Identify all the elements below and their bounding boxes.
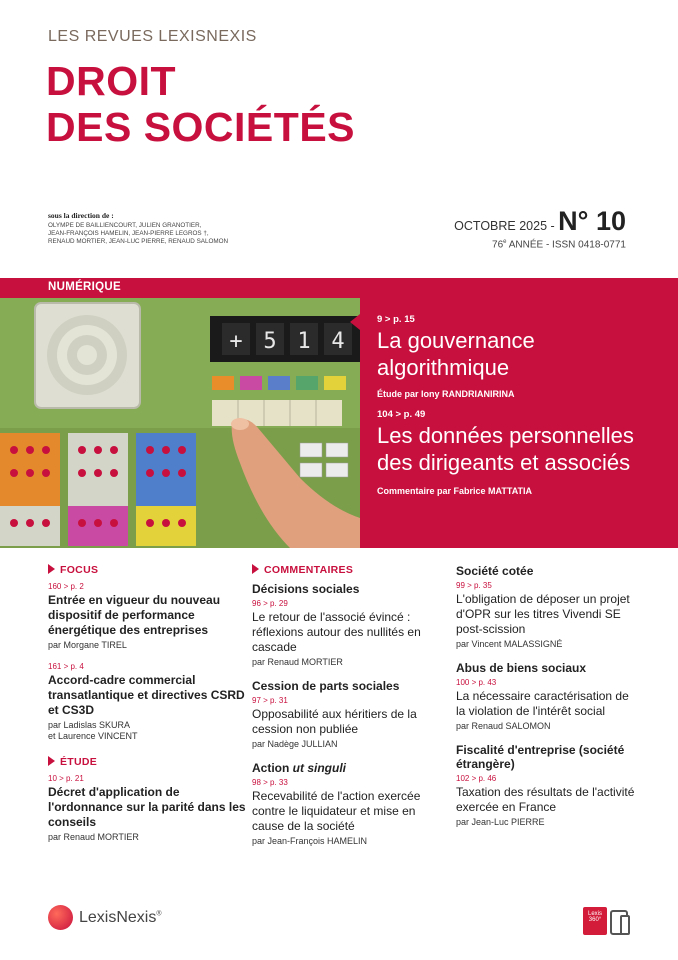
list-item[interactable]: Fiscalité d'entreprise (société étrangère) 102 > p. 46 Taxation des résultats de l'activité exercée en France par Jean-Luc PIERRE bbox=[456, 743, 635, 827]
list-item[interactable]: Action ut singuli 98 > p. 33 Recevabilité de l'action exercée contre le liquidateur et mise en cause de la société par Jean-François HAMELIN bbox=[252, 761, 421, 846]
issue-number: N° 10 bbox=[558, 206, 626, 236]
list-item[interactable]: 161 > p. 4 Accord-cadre commercial transatlantique et directives CSRD et CS3D par Ladislas SKURA et Laurence VINCENT bbox=[48, 662, 245, 741]
lexisnexis-globe-icon bbox=[48, 905, 73, 930]
feature-1-title[interactable]: La gouvernance algorithmique bbox=[377, 328, 535, 380]
display-digit-2: 5 bbox=[263, 329, 277, 354]
publisher-name: LexisNexis® bbox=[79, 908, 162, 926]
direction-line-3: RENAUD MORTIER, JEAN-LUC PIERRE, RENAUD SALOMON bbox=[48, 238, 229, 245]
section-etude: ÉTUDE bbox=[48, 756, 248, 768]
journal-title bbox=[46, 58, 355, 150]
feature-panel bbox=[360, 278, 678, 548]
column-3 bbox=[456, 564, 636, 839]
list-item[interactable]: Cession de parts sociales 97 > p. 31 Opposabilité aux héritiers de la cession non publiée par Nadège JULLIAN bbox=[252, 679, 417, 749]
section-focus: FOCUS bbox=[48, 564, 248, 576]
lexis360-badge: Lexis 360° bbox=[583, 907, 607, 935]
feature-1-byline: Étude par Iony RANDRIANIRINA bbox=[377, 389, 515, 399]
feature-1-ref: 9 > p. 15 bbox=[377, 314, 415, 325]
direction-label: sous la direction de : bbox=[48, 211, 114, 220]
triangle-icon bbox=[48, 756, 55, 766]
feature-2-title[interactable]: Les données personnelles des dirigeants et associés bbox=[377, 423, 634, 475]
column-2 bbox=[252, 564, 432, 858]
issue-info bbox=[454, 206, 626, 250]
section-commentaires: COMMENTAIRES bbox=[252, 564, 432, 576]
cover-photo bbox=[0, 278, 360, 548]
feature-band bbox=[0, 278, 678, 548]
publisher-logo bbox=[48, 905, 162, 930]
list-item[interactable]: Décisions sociales 96 > p. 29 Le retour de l'associé évincé : réflexions autour des nullités en cascade par Renaud MORTIER bbox=[252, 582, 421, 667]
issue-year: 76e ANNÉE - ISSN 0418-0771 bbox=[492, 239, 626, 251]
series-name: LES REVUES LEXISNEXIS bbox=[48, 28, 257, 45]
direction-line-1: OLYMPE DE BAILLIENCOURT, JULIEN GRANOTIER, bbox=[48, 222, 202, 229]
triangle-icon bbox=[252, 564, 259, 574]
computer-panel-illustration bbox=[0, 278, 360, 548]
direction-line-2: JEAN-FRANÇOIS HAMELIN, JEAN-PIERRE LEGROS †, bbox=[48, 230, 209, 237]
display-digit-3: 1 bbox=[297, 329, 311, 354]
feature-2-byline: Commentaire par Fabrice MATTATIA bbox=[377, 486, 533, 496]
feature-2-ref: 104 > p. 49 bbox=[377, 409, 426, 420]
section-label-numerique: NUMÉRIQUE bbox=[0, 278, 360, 298]
list-item[interactable]: Abus de biens sociaux 100 > p. 43 La nécessaire caractérisation de la violation de l'intérêt social par Renaud SALOMON bbox=[456, 661, 629, 731]
display-digit-4: 4 bbox=[331, 329, 345, 354]
list-item[interactable]: Société cotée 99 > p. 35 L'obligation de déposer un projet d'OPR sur les titres Vivendi SE post-scission par Vincent MALASSIGNÉ bbox=[456, 564, 630, 649]
issue-date: OCTOBRE 2025 - bbox=[454, 219, 555, 233]
list-item[interactable]: 160 > p. 2 Entrée en vigueur du nouveau dispositif de performance énergétique des entreprises par Morgane TIREL bbox=[48, 582, 221, 650]
phone-icon bbox=[620, 915, 630, 935]
title-line-2: DES SOCIÉTÉS bbox=[46, 104, 356, 150]
list-item[interactable]: 10 > p. 21 Décret d'application de l'ordonnance sur la parité dans les conseils par Renaud MORTIER bbox=[48, 774, 246, 842]
column-1 bbox=[48, 564, 248, 854]
title-line-1: DROIT bbox=[46, 58, 177, 104]
display-digit-1: + bbox=[229, 329, 243, 354]
editorial-direction bbox=[48, 212, 318, 246]
triangle-icon bbox=[48, 564, 55, 574]
